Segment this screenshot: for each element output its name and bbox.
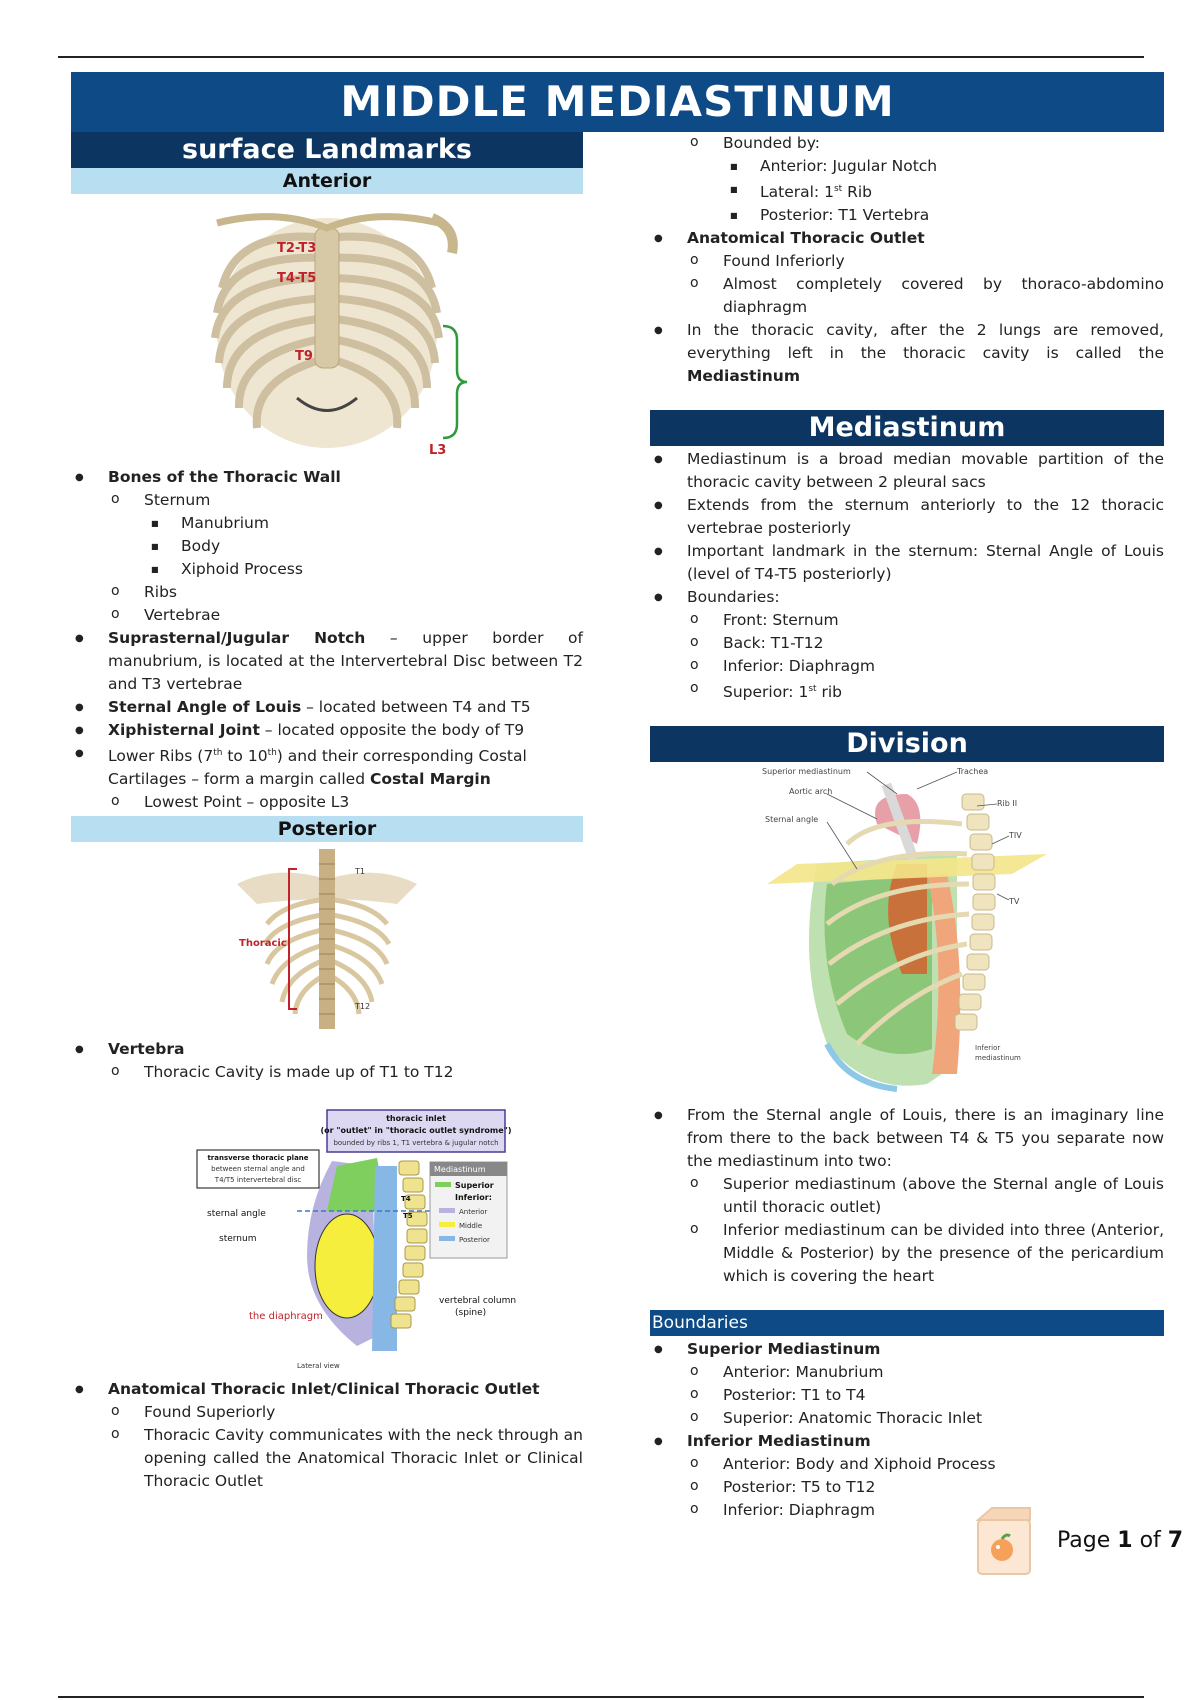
xiphisternal-term: Xiphisternal Joint — [108, 721, 260, 739]
t4-t5-label: T4-T5 — [277, 271, 317, 286]
inlet-label: bounded by ribs 1, T1 vertebra & jugular notch — [333, 1139, 499, 1148]
plane-label: T4/T5 intervertebral disc — [214, 1176, 302, 1185]
lateral-mediastinum-figure — [147, 1106, 517, 1374]
milk-carton-icon — [972, 1506, 1042, 1578]
list-item: ■ Posterior: T1 Vertebra — [650, 204, 1164, 227]
inferior-mediastinum-title: Inferior Mediastinum — [687, 1432, 871, 1451]
list-item: o Almost completely covered by thoraco-abdomino diaphragm — [650, 273, 1164, 319]
lower-ribs-text: ) and their corresponding Costal Cartilages – form a margin called — [108, 747, 527, 789]
t1-label: T1 — [355, 867, 365, 877]
legend-title: Mediastinum — [434, 1165, 486, 1175]
superscript: st — [833, 184, 843, 194]
list-item — [71, 1378, 583, 1401]
mediastinum-list — [650, 448, 1164, 704]
inferior-mediastinum-label: mediastinum — [975, 1054, 1021, 1063]
list-item — [71, 1038, 583, 1061]
list-item: o Inferior mediastinum can be divided into three (Anterior, Middle & Posterior) by the presence of the pericardium which is covering the heart — [650, 1219, 1164, 1288]
t5-label: T5 — [403, 1212, 413, 1221]
list-item: o Thoracic Cavity communicates with the neck through an opening called the Anatomical Thoracic Inlet or Clinical Thoracic Outlet — [71, 1424, 583, 1493]
sternal-angle-label: Sternal angle — [765, 815, 819, 825]
lateral-view-label: Lateral view — [297, 1362, 340, 1371]
list-item — [650, 1338, 1164, 1361]
superior-mediastinum-label: Superior mediastinum — [762, 767, 851, 777]
t4-label: T4 — [401, 1195, 411, 1204]
superscript: th — [267, 748, 277, 758]
list-item: o Thoracic Cavity is made up of T1 to T12 — [71, 1061, 583, 1084]
list-item: o Anterior: Manubrium — [650, 1361, 1164, 1384]
column-label: (spine) — [455, 1308, 487, 1319]
list-item — [650, 178, 1164, 204]
xiphisternal-desc: – located opposite the body of T9 — [259, 721, 525, 739]
jugular-notch-desc: – upper border of manubrium, is located at the Intervertebral Disc between T2 and T3 vertebrae — [108, 629, 583, 693]
posterior-spine-illustration — [227, 844, 427, 1034]
list-item: ● Extends from the sternum anteriorly to the 12 thoracic vertebrae posteriorly — [650, 494, 1164, 540]
inlet-label: (or "outlet" in "thoracic outlet syndrome") — [320, 1126, 512, 1136]
left-column — [71, 132, 583, 1493]
list-item — [650, 678, 1164, 704]
list-item — [71, 627, 583, 696]
tiv-label: TIV — [1009, 831, 1022, 841]
posterior-subheading: Posterior — [71, 816, 583, 842]
t9-label: T9 — [295, 349, 313, 364]
division-list — [650, 1104, 1164, 1288]
of-word: of — [1132, 1528, 1168, 1553]
plane-label: transverse thoracic plane — [207, 1154, 309, 1163]
list-item: ■ Anterior: Jugular Notch — [650, 155, 1164, 178]
sternal-angle-label: sternal angle — [207, 1209, 266, 1220]
inlet-label: thoracic inlet — [386, 1114, 446, 1124]
column-label: vertebral column — [439, 1296, 517, 1307]
trachea-label: Trachea — [957, 767, 989, 777]
lateral-rib-text: Rib — [842, 183, 872, 202]
list-item: ● From the Sternal angle of Louis, there is an imaginary line from there to the back between T4 & T5 you separate now the mediastinum into two: — [650, 1104, 1164, 1173]
lateral-rib-text: Lateral: 1 — [760, 183, 834, 202]
list-item: ■ Xiphoid Process — [71, 558, 583, 581]
list-item: o Anterior: Body and Xiphoid Process — [650, 1453, 1164, 1476]
bounded-list — [650, 132, 1164, 388]
right-column — [650, 132, 1164, 1522]
list-item: o Sternum — [71, 489, 583, 512]
list-item: o Front: Sternum — [650, 609, 1164, 632]
list-item: o Found Inferiorly — [650, 250, 1164, 273]
division-illustration — [757, 764, 1057, 1100]
diaphragm-label: the diaphragm — [249, 1311, 323, 1323]
list-item: o Posterior: T1 to T4 — [650, 1384, 1164, 1407]
mediastinum-term: Mediastinum — [687, 367, 800, 386]
list-item: o Vertebrae — [71, 604, 583, 627]
list-item: ● Mediastinum is a broad median movable partition of the thoracic cavity between 2 pleural sacs — [650, 448, 1164, 494]
sternal-angle-term: Sternal Angle of Louis — [108, 698, 302, 716]
list-item: o Superior mediastinum (above the Sternal angle of Louis until thoracic outlet) — [650, 1173, 1164, 1219]
bottom-rule — [58, 1696, 1144, 1698]
boundaries-heading: Boundaries — [650, 1310, 1164, 1336]
top-rule — [58, 56, 1144, 58]
page-word: Page — [1057, 1528, 1118, 1553]
rib-ii-label: Rib II — [997, 799, 1018, 809]
list-item: o Lowest Point – opposite L3 — [71, 791, 583, 814]
posterior-spine-figure — [227, 844, 427, 1034]
list-item — [650, 227, 1164, 250]
list-item: o Back: T1-T12 — [650, 632, 1164, 655]
bones-title: Bones of the Thoracic Wall — [108, 468, 341, 486]
list-item: o Found Superiorly — [71, 1401, 583, 1424]
page-total: 7 — [1167, 1528, 1184, 1553]
t12-label: T12 — [355, 1002, 371, 1012]
division-heading: Division — [650, 726, 1164, 762]
inferior-mediastinum-label: Inferior — [975, 1044, 1001, 1053]
l3-label: L3 — [429, 443, 447, 458]
list-item — [71, 719, 583, 742]
superscript: st — [808, 684, 817, 695]
superior-mediastinum-title: Superior Mediastinum — [687, 1340, 881, 1359]
list-item: o Superior: Anatomic Thoracic Inlet — [650, 1407, 1164, 1430]
boundaries-list — [650, 1338, 1164, 1522]
aortic-arch-label: Aortic arch — [789, 787, 833, 797]
mediastinum-heading: Mediastinum — [650, 410, 1164, 446]
division-figure — [757, 764, 1057, 1100]
list-item — [650, 319, 1164, 388]
inlet-title: Anatomical Thoracic Inlet/Clinical Thoracic Outlet — [108, 1380, 540, 1399]
anterior-ribcage-figure — [177, 198, 477, 460]
sternum-label: sternum — [219, 1234, 257, 1245]
tv-label: TV — [1009, 897, 1020, 907]
superior-text: Superior: 1 — [723, 683, 809, 702]
thoracic-label: Thoracic — [239, 938, 287, 950]
legend-inferior: Inferior: — [455, 1193, 492, 1203]
list-item: ● Important landmark in the sternum: Sternal Angle of Louis (level of T4-T5 posteriorly) — [650, 540, 1164, 586]
page-number — [1057, 1528, 1183, 1553]
plane-label: between sternal angle and — [211, 1165, 305, 1174]
legend-posterior: Posterior — [459, 1236, 490, 1245]
jugular-notch-term: Suprasternal/Jugular Notch — [108, 629, 366, 647]
list-item — [71, 742, 583, 791]
list-item: o Inferior: Diaphragm — [650, 1499, 1164, 1522]
vertebra-list — [71, 1038, 583, 1084]
outlet-title: Anatomical Thoracic Outlet — [687, 229, 925, 248]
cavity-text: In the thoracic cavity, after the 2 lungs are removed, everything left in the thoracic cavity is called the — [687, 321, 1164, 363]
superscript: th — [213, 748, 223, 758]
list-item: o Bounded by: — [650, 132, 1164, 155]
surface-landmarks-heading: surface Landmarks — [71, 132, 583, 168]
lateral-view-illustration — [147, 1106, 517, 1374]
page-current: 1 — [1117, 1528, 1133, 1553]
anterior-subheading: Anterior — [71, 168, 583, 194]
list-item: o Posterior: T5 to T12 — [650, 1476, 1164, 1499]
vertebra-title: Vertebra — [108, 1040, 185, 1059]
list-item — [650, 1430, 1164, 1453]
legend-middle: Middle — [459, 1222, 483, 1231]
inlet-list — [71, 1378, 583, 1493]
list-item: ● Boundaries: — [650, 586, 1164, 609]
list-item: o Inferior: Diaphragm — [650, 655, 1164, 678]
list-item — [71, 466, 583, 489]
list-item: o Ribs — [71, 581, 583, 604]
legend-anterior: Anterior — [459, 1208, 488, 1217]
legend-superior: Superior — [455, 1181, 494, 1191]
sternal-angle-desc: – located between T4 and T5 — [301, 698, 531, 716]
ribcage-illustration — [177, 198, 477, 460]
t2-t3-label: T2-T3 — [277, 241, 317, 256]
superior-text: rib — [816, 683, 842, 702]
list-item: ■ Manubrium — [71, 512, 583, 535]
lower-ribs-text: to 10 — [222, 747, 268, 766]
lower-ribs-text: Lower Ribs (7 — [108, 747, 214, 766]
list-item — [71, 696, 583, 719]
bones-list — [71, 466, 583, 814]
costal-margin-term: Costal Margin — [369, 770, 491, 789]
list-item: ■ Body — [71, 535, 583, 558]
page-title: MIDDLE MEDIASTINUM — [71, 72, 1164, 132]
